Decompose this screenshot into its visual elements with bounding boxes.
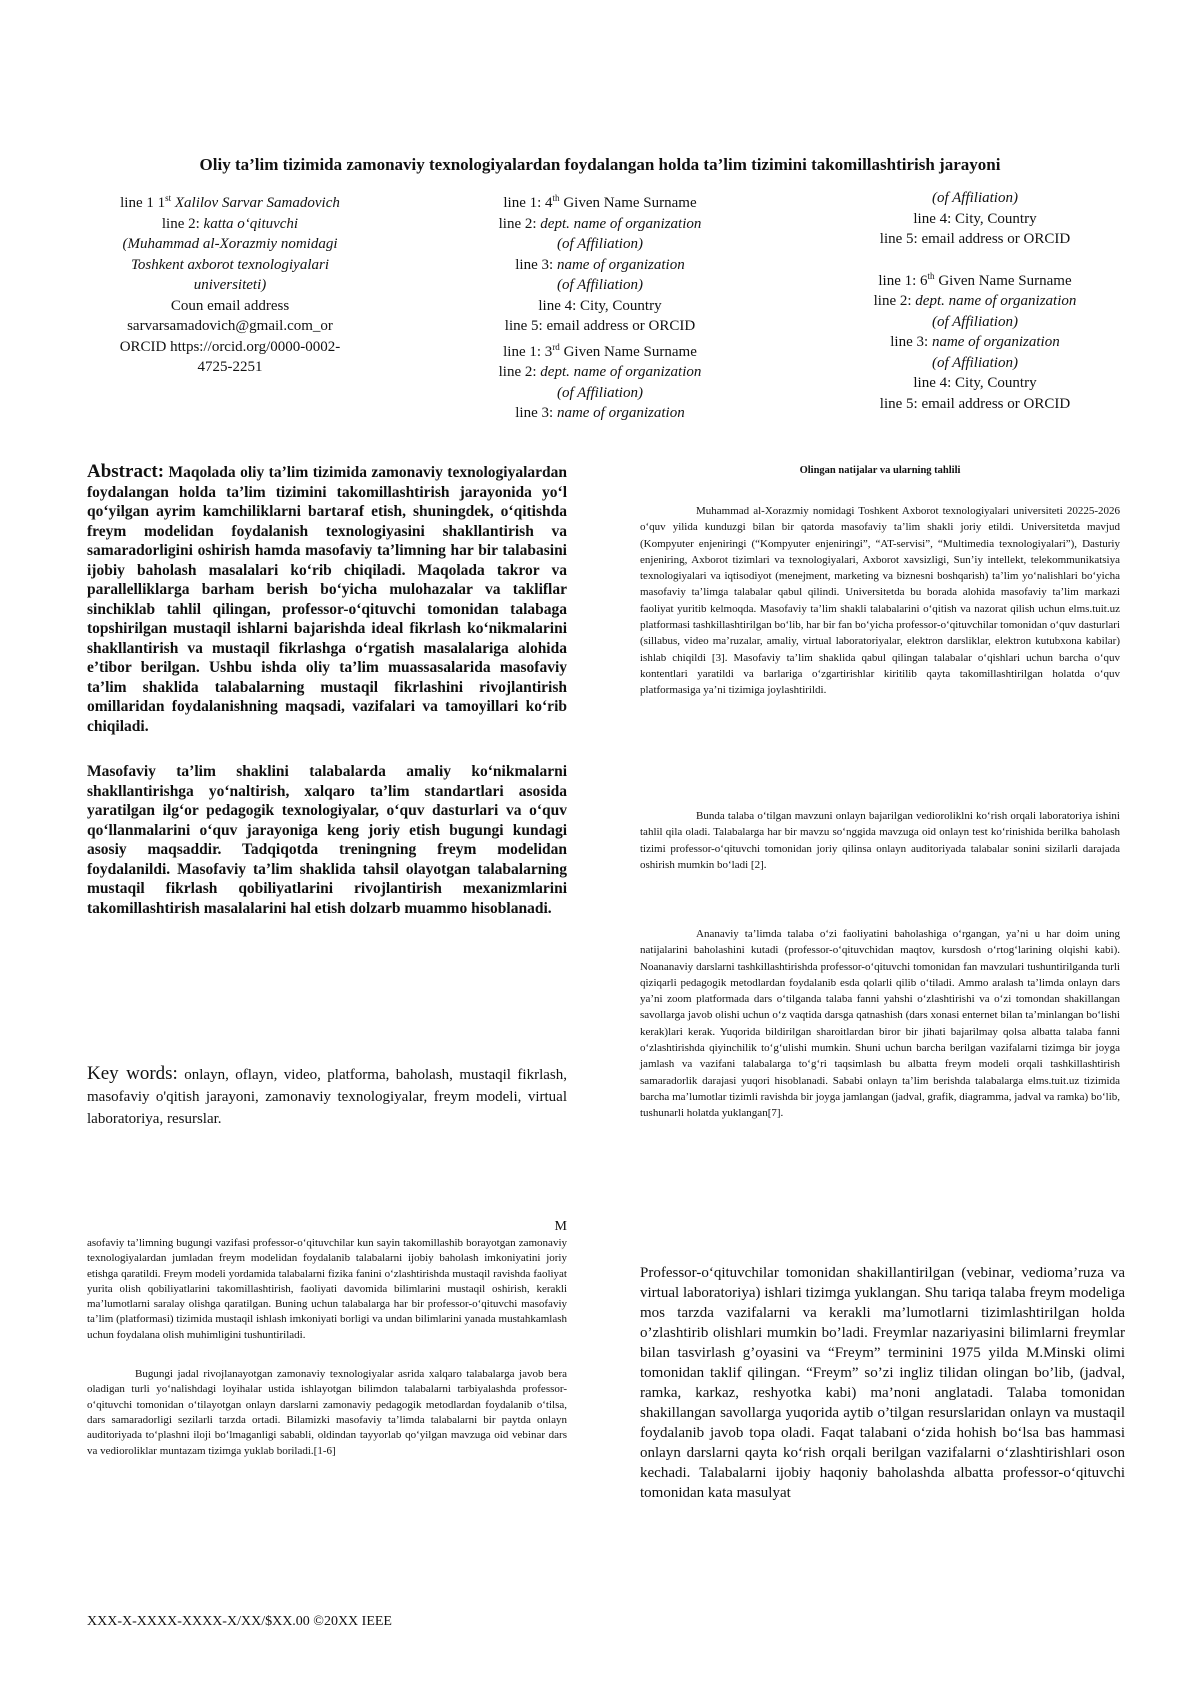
author-block-2: line 1: 4th Given Name Surname line 2: dept. name of organization (of Affiliation) line 3: name of organization (of Affiliation) line 4: City, Country line 5: email address or ORCID line 1: 3rd Given Name Surname line 2: dept. name of organization (of Affiliation) line 3: name of organization (498, 193, 702, 421)
results-paragraph-4: Professor-o‘qituvchilar tomonidan shakillantirilgan (vebinar, vedioma’ruza va virtual laboratoriya) ishlari tizimga yuklangan. Shu tariqa talaba freym modeliga mos tarzda vazifalarni va kerakli ma’lumotlarni tizimlashtirilgan holda o’zlashtirib olishlari mumkin bo’ladi. Freymlar nazariyasini bilimlarni freymlar bilan tasvirlash g’oyasini va “Freym” terminini 1975 yilda M.Minski olimi tomonidan taklif qilingan. “Freym” so’zi ingliz tilidan olingan bo’lib, (jadval, ramka, karkaz, reshyotka kabi) ma’noni anglatadi. Talaba tomonidan shakillangan savollarga yuqorida aytib o’tilgan resurslaridan onlayn va mustaqil foydalanib javob topa oladi. Faqat talabani o‘zida hohish bo‘lsa bas hammasi onlayn darslarni qayta ko‘rish orqali berilgan vazifalarni o‘zlashtirishlari oson kechadi. Talabalarni ijobiy haqoniy baholashda albatta professor-o‘qituvchi tomonidan kata masulyat (640, 1265, 1125, 1501)
intro-paragraph-1: asofaviy ta’limning bugungi vazifasi professor-o‘qituvchilar kun sayin takomillashib borayotgan zamonaviy texnologiyalardan jumladan freym modelidan foydalanib talabalarni ijobiy baholash imkoniyatini joriy etishga qaratildi. Freym modeli yordamida talabalarni fizika fanini o‘zlashtirishda mustaqil ravishda faoliyat yurita olish qobiliyatlarini takomillashtirish, faoliyati davomida bilimlarini mustaqil oshirish, kerakli ma’lumotlarni saralay olishga qaratilgan. Buning uchun talabalarga har bir professor-o‘qituvchi masofaviy ta’lim (platformasi) tizimida mustaqil ishlash imkoniyati borligi va undan bilimlarini yanada mustahkamlash uchun foydalana olish muhimligini tushuntiriladi. (87, 1237, 567, 1341)
results-paragraph-1: Muhammad al-Xorazmiy nomidagi Toshkent Axborot texnologiyalari universiteti 20225-2026 o‘quv yilida kunduzgi bilan bir qatorda masofaviy ta’lim shakli joriy etildi. Universitetda mavjud (Kompyuter enjeniringi (“Kompyuter enjeniringi”, “AT-servisi”, “Multimedia texnologiyalari”), Dasturiy enjeniring, Axborot tizimlari va texnologiyalari, Axborot xavsizligi, Sun’iy intellekt, telekommunikatsiya texnologiyalari va iqtisodiyot (menejment, marketing va biznesni boshqarish) ta’lim yo‘nalishlari bo‘yicha masofaviy ta’limga talabalar qabul qilindi. Universitetda bu borada alohida masofaviy ta’lim markazi faoliyat yuritib kelmoqda. Masofaviy ta’lim shakli talabalarini o‘qitish va nazorat qilish uchun elms.tuit.uz platformasi tashkillashtirilgan bo‘lib, har bir fan bo‘yicha professor-o‘qituvchilar tomonidan o‘quv dasturlari (sillabus, video ma’ruzalar, amaliy, virtual laboratoriyalar, elektron darsliklar, elektron kutubxona kabilar) ishlab chiqildi [3]. Masofaviy ta’lim shaklida qabul qilingan talabalar o‘qishlari uchun barcha o‘quv kontentlari yaratildi va barlariga o‘zgartirishlar kiritilib qayta takomillashtirilgan holatda o‘quv platformasiga ya’ni tizimiga joylashtirildi. (640, 505, 1120, 697)
abstract-heading: Abstract: (87, 461, 165, 482)
introduction (87, 1220, 567, 1459)
author-orcid[interactable]: ORCID https://orcid.org/0000-0002- (119, 338, 341, 355)
author-email[interactable]: sarvarsamadovich@gmail.com_or (127, 318, 333, 334)
paper-title: Oliy ta’lim tizimida zamonaviy texnologiyalardan foydalangan holda ta’lim tizimini takomillashtirish jarayoni (199, 155, 1001, 174)
abstract-paragraph-2: Masofaviy ta’lim shaklini talabalarda amaliy ko‘nikmalarni shakllantirishga yo‘naltirish, xalqaro ta’lim standartlari asosida yaratilgan ilg‘or pedagogik texnologiyalar, o‘quv dasturlari va o‘quv qo‘llanmalarini o‘quv jarayoniga keng joriy etish bugungi kundagi asosiy maqsaddir. Tadqiqotda treningning freym modelidan foydalanildi. Masofaviy ta’lim shaklida tahsil olayotgan talabalarning mustaqil fikrlash qobiliyatlarini rivojlantirish mexanizmlarini takomillashtirish masalalarini hal etish dolzarb muammo hisoblanadi. (87, 763, 567, 917)
author-block-1: line 1 1st Xalilov Sarvar Samadovich line 2: katta o‘qituvchi (Muhammad al-Xorazmiy nomidagi Toshkent axborot texnologiyalari universiteti) Coun email address sarvarsamadovich@gmail.com_or ORCID https://orcid.org/0000-0002- 4725-2251 (85, 188, 375, 378)
keywords: Key words: onlayn, oflayn, video, platforma, baholash, mustaqil fikrlash, masofaviy o'qitish jarayoni, zamonaviy texnologiyalar, freym modeli, virtual laboratoriya, resurslar. (87, 1063, 567, 1127)
results-paragraph-2: Bunda talaba o‘tilgan mavzuni onlayn bajarilgan vedioroliklni ko‘rish orqali laboratoriya ishini tahlil qila oladi. Talabalarga har bir mavzu so‘nggida mavzuga oid onlayn test ko‘rinishida berilka baholash tizimi professor-o‘qituvchi tomonidan joriy qilinsa onlayn auditoriyada talabalar sonini sizilarli darajada oshirish mumkin bo‘ladi [2]. (640, 810, 1120, 871)
author-block-3: (of Affiliation) line 4: City, Country line 5: email address or ORCID line 1: 6th Given Name Surname line 2: dept. name of organization (of Affiliation) line 3: name of organization (of Affiliation) line 4: City, Country line 5: email address or ORCID (873, 190, 1077, 412)
abstract: Abstract: Maqolada oliy ta’lim tizimida zamonaviy texnologiyalardan foydalangan holda ta’lim tizimini takomillashtirish jarayonida yo‘l qo‘yilgan ayrim kamchiliklarni bartaraf etish, shuningdek, o‘qitishda freym modelidan foydalanish texnologiyasini shakllantirish va samaradorligini oshirish hamda masofaviy ta’limning har bir talabasini ijobiy baholash masalalari ko‘rib chiqiladi. Maqolada takror va parallelliklarga barham berish bo‘yicha mulohazalar va takliflar sinchiklab tahlil qilingan, professor-o‘qituvchi tomonidan talabaga topshirilgan mustaqil ishlarni bajarishda ideal fikrlash ko‘nikmalarini shakllantirish va mustaqil fikrlashga o‘rgatish masalalariga alohida e’tibor berilgan. Ushbu ishda oliy ta’lim muassasalarida masofaviy ta’lim shaklida talabalarning mustaqil fikrlashini rivojlantirish omillaridan foydalanishning maqsadi, vazifalari va tamoyillari ko‘rib chiqiladi. Masofaviy ta’lim shaklini talabalarda amaliy ko‘nikmalarni shakllantirishga yo‘naltirish, xalqaro ta’lim standartlari asosida yaratilgan ilg‘or pedagogik texnologiyalar, o‘quv dasturlari va o‘quv qo‘llanmalarini o‘quv jarayoniga keng joriy etish bugungi kundagi asosiy maqsaddir. Tadqiqotda treningning freym modelidan foydalanildi. Masofaviy ta’lim shaklida tahsil olayotgan talabalarning mustaqil fikrlash qobiliyatlarini rivojlantirish mexanizmlarini takomillashtirish masalalarini hal etish dolzarb muammo hisoblanadi. (87, 461, 567, 917)
intro-paragraph-2: Bugungi jadal rivojlanayotgan zamonaviy texnologiyalar asrida xalqaro talabalarga javob bera oladigan turli yo‘nalishdagi loyihalar ustida ishlayotgan bilimdon talabalarni tarbiyalashda professor-o‘qituvchi tomonidan o‘tilayotgan onlayn darslarni zamonaviy pedagogik metodlardan foydalanib o‘tilsa, dars samaradorligi sezilarli tarzda ortadi. Bilamizki masofaviy ta’limda talabalarni bir paytda onlayn auditoriyada to‘plashni iloji bo‘lmaganligi sababli, oldindan tayyorlab qo‘yilgan mavzuga oid vebinar dars va vedioroliklar muntazam tizimga yuklab boriladi.[1-6] (87, 1368, 567, 1457)
keywords-heading: Key words: (87, 1063, 178, 1084)
footer-copyright: XXX-X-XXXX-XXXX-X/XX/$XX.00 ©20XX IEEE (87, 1614, 392, 1629)
results-paragraph-3: Ananaviy ta’limda talaba o‘zi faoliyatini baholashiga o‘rgangan, ya’ni u har doim uning natijalarini baholashini kutadi (professor-o‘qituvchidan maqtov, kursdosh o‘rtog‘larining olqishi kabi). Noananaviy darslarni tashkillashtirishda professor-o‘qituvchi tomonidan fan mavzulari tushuntirilganda turli qiziqarli pedagogik metodlardan foydalanib esda qolarli qilib o‘tiladi. Ammo aralash ta’limda onlayn dars ya’ni zoom platformada dars o‘tilganda talaba fanni yahshi o‘zlashtirishi va o‘zi tomondan shakillangan savollarga javob olishi uchun o‘z vaqtida darsga qatnashish (dars xonasi enternet bilan ta’minlangan bo‘lishi kerak)lari kerak. Yuqorida bildirilgan sharoitlardan biror bir jihati bajarilmay qolsa albatta talaba fanni o‘zlashtirishda qiyinchilik to‘g‘ulishi mumkin. Shuni uchun barcha berilgan vazifalarni tizimga bir joyga jamlash va vazifani talabalarga to‘g‘ri taqsimlash bu albatta freym modeli orqali tashkillashtirish samaradorlik darajasi yuqori hisoblanadi. Sababi onlayn ta’lim berishda talabalarga elms.tuit.uz tizimida barcha ma’lumotlar tizimli ravishda bir joyga jamlangan (jadval, grafik, diagramma, jadval va ramka) bo‘lib, tushunarli holatda yuklangan[7]. (640, 928, 1120, 1120)
section-heading-results: Olingan natijalar va ularning tahlili (799, 465, 961, 476)
drop-cap: M (554, 1219, 567, 1234)
